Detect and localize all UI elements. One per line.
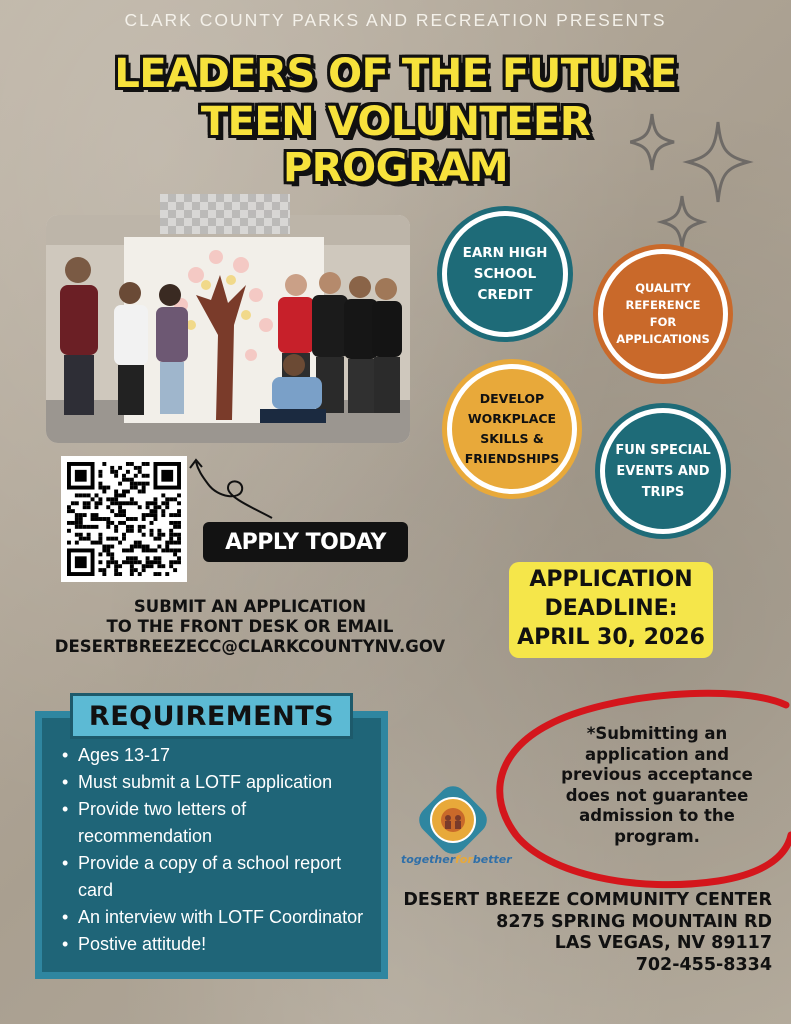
benefit-circle-skills <box>447 364 577 494</box>
benefit-line: TRIPS <box>641 484 685 500</box>
application-deadline <box>509 562 713 658</box>
disclaimer-line: application and <box>584 744 730 764</box>
deadline-line: DEADLINE: <box>544 596 678 621</box>
submit-line: TO THE FRONT DESK OR EMAIL <box>106 617 394 636</box>
list-item: • Must submit a LOTF application <box>56 769 376 796</box>
logo-tagline <box>401 853 511 866</box>
list-item: • Postive attitude! <box>56 931 376 958</box>
benefit-line: CREDIT <box>477 286 533 303</box>
street-address: 8275 SPRING MOUNTAIN RD <box>496 911 772 932</box>
title-line-1: LEADERS OF THE FUTURE <box>114 51 677 97</box>
venue-name: DESERT BREEZE COMMUNITY CENTER <box>403 890 772 910</box>
clark-county-seal-logo <box>418 785 488 855</box>
presenter-line: CLARK COUNTY PARKS AND RECREATION PRESENTS <box>124 10 667 30</box>
list-item: • Ages 13-17 <box>56 742 376 769</box>
title-line-2: TEEN VOLUNTEER <box>200 99 591 145</box>
qr-code-icon <box>67 462 181 576</box>
photo-tape <box>160 194 290 234</box>
title-line-3: PROGRAM <box>282 145 508 191</box>
benefit-line: SKILLS & <box>480 431 544 446</box>
deadline-line: APPLICATION <box>529 567 693 592</box>
submit-line: SUBMIT AN APPLICATION <box>133 597 367 616</box>
curly-arrow-icon <box>188 458 278 520</box>
benefit-line: FOR <box>649 315 677 329</box>
benefit-line: EVENTS AND <box>616 463 710 479</box>
benefit-line: WORKPLACE <box>467 411 557 426</box>
benefit-circle-reference <box>598 249 728 379</box>
benefit-line: EARN HIGH <box>462 244 548 261</box>
benefit-line: QUALITY <box>635 281 691 295</box>
disclaimer-line: does not guarantee <box>565 785 749 805</box>
requirements-list <box>56 742 376 958</box>
list-item: • An interview with LOTF Coordinator <box>56 904 376 931</box>
benefit-line: DEVELOP <box>479 391 545 406</box>
venue-address <box>380 890 772 976</box>
tagline-word: better <box>472 853 512 866</box>
benefit-line: FRIENDSHIPS <box>464 451 560 466</box>
benefit-circle-events <box>600 408 726 534</box>
sparkle-icon <box>630 110 760 260</box>
benefit-line: REFERENCE <box>625 298 701 312</box>
list-item: • Provide two letters of recommendation <box>56 796 376 850</box>
phone-number[interactable]: 702-455-8334 <box>635 954 772 975</box>
qr-code[interactable] <box>61 456 187 582</box>
benefit-line: FUN SPECIAL <box>615 442 711 458</box>
tagline-word: together <box>401 853 456 866</box>
disclaimer-line: admission to the <box>579 806 735 825</box>
submit-instructions <box>30 597 470 657</box>
apply-today-button[interactable]: APPLY TODAY <box>203 522 408 562</box>
disclaimer-note <box>543 724 771 847</box>
deadline-date: APRIL 30, 2026 <box>517 625 705 650</box>
list-item: • Provide a copy of a school report card <box>56 850 376 904</box>
benefit-circle-credit <box>442 211 568 337</box>
group-photo <box>46 215 410 443</box>
disclaimer-line: program. <box>614 826 700 846</box>
disclaimer-line: *Submitting an <box>586 724 728 743</box>
disclaimer-line: previous acceptance <box>561 765 753 784</box>
benefit-line: APPLICATIONS <box>616 332 710 346</box>
city-state-zip: LAS VEGAS, NV 89117 <box>554 933 772 953</box>
benefit-line: SCHOOL <box>473 265 537 282</box>
requirements-title: REQUIREMENTS <box>70 693 353 739</box>
tagline-word: for <box>455 853 473 866</box>
contact-email[interactable]: DESERTBREEZECC@CLARKCOUNTYNV.GOV <box>54 637 446 656</box>
